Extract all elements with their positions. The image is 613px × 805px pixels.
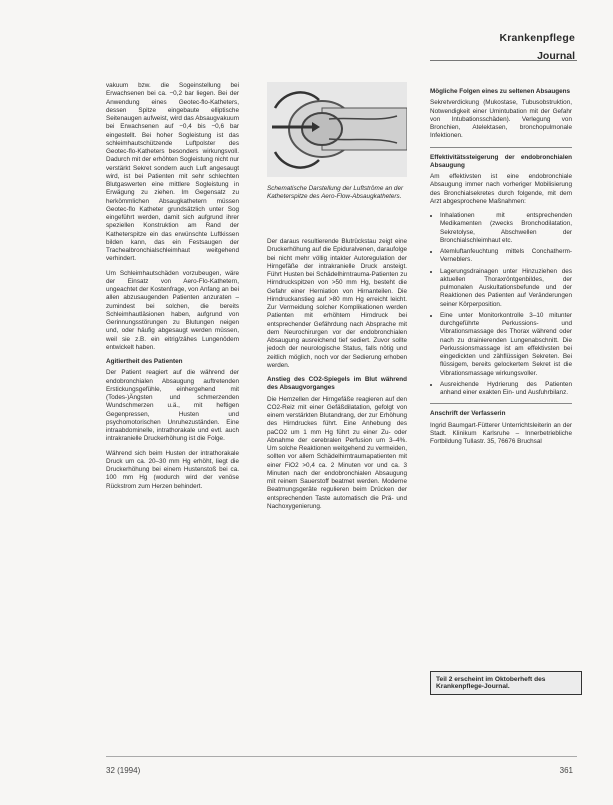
measures-list: [430, 212, 572, 397]
page-number: 361: [559, 766, 573, 775]
section-heading: Agitiertheit des Patienten: [106, 358, 183, 365]
paragraph: vakuum bzw. die Sogeinstellung bei Erwachsenen bei ca. −0,2 bar liegen. Bei der Anwendung eines Geotec-flo-Katheters, dessen Spitze eingebaute elliptische Seitenaugen aufweist, wird das Absaugvakuum bei Erwachsenen auf −0,4 bis −0,6 bar eingestellt. Bei hoher Sogleistung ist das schleimhautschützende Luftpolster des Geotec-flo-Katheters besonders wirkungsvoll. Dadurch mit der erhöhten Sogleistung nicht nur verstärkt Sekret sondern auch Luft angesaugt wird, ist bei Patienten mit sehr schlechten Blutgaswerten eine mittlere Sogleistung in Erwägung zu ziehen. Im Gegensatz zu herkömmlichen Absaugkathetern müssen Geotec-flo Katheter grundsätzlich unter Sog eingeführt werden, damit sich aufgrund ihrer speziellen Konstruktion am Rand der Katheterspitze ein das erwünschte Luftkissen bilden kann, das ein Festsaugen der Trachealbronchialschleimhaut weitgehend verhindert.: [106, 82, 239, 263]
divider: [430, 403, 572, 404]
paragraph: Der daraus resultierende Blutrückstau zeigt eine Druckerhöhung auf die Epiduralvenen, daraufolge bei nicht mehr völlig intakter Autoregulation der Hirngefäße der intrakranielle Druck ansteigt. Führt Husten bei Schädelhirntrauma-Patienten zu Hirndruckspitzen von >50 mm Hg, besteht die Gefahr einer Herniation von Hirnanteilen. Die Hirndruckanstieg auf >80 mm Hg erreicht leicht. Zur Vermeidung solcher Komplikationen werden Patienten mit erhöhtem Hirndruck bei entsprechender Gefährdung nach Absprache mit dem Neurochirurgen vor der endobronchialen Absaugung ausreichend tief sediert. Zuvor sollte jedoch der neurologische Status, falls nötig und zeitlich möglich, noch vor der Sedierung erhoben werden.: [267, 238, 408, 369]
section-heading: Mögliche Folgen eines zu seltenen Absaugens: [430, 88, 571, 95]
journal-header: [499, 32, 575, 62]
list-item: • Eine unter Monitorkontrolle 3–10 mitunter durchgeführte Perkussions- und Vibrationsmassage des Thorax während oder nach zu drainierenden Lungenabschnitt. Die Perkussionsmassage ist am effektivsten bei eingedickten und zähflüssigen Sekreten. Bei flüssigem, bereits gelockertem Sekret ist die Vibrationsmassage wirkungsvoller.: [440, 312, 572, 378]
paragraph: Sekretverdickung (Mukostase, Tubusobstruktion, Notwendigkeit einer Umintubation mit der Gefahr von Intubationsschäden). Verlegung von Bronchien, Atelektasen, bronchopulmonale Infektionen.: [430, 99, 572, 140]
list-item: • Atemluftanfeuchtung mittels Conchatherm-Verneblers.: [440, 248, 572, 265]
catheter-illustration: [267, 82, 407, 177]
list-item: • Lagerungsdrainagen unter Hinzuziehen des aktuellen Thoraxröntgenbildes, der pulmonalen Auskultationsbefunde und der Reaktionen des Patienten auf Veränderungen seiner Körperposition.: [440, 268, 572, 309]
list-item: • Ausreichende Hydrierung des Patienten anhand einer exakten Ein- und Ausfuhrbilanz.: [440, 381, 572, 398]
journal-title: Krankenpflege: [499, 32, 575, 44]
paragraph: Der Patient reagiert auf die während der endobronchialen Absaugung auftretenden Erstickungsgefühle, einhergehend mit (Todes-)Ängsten und schmerzenden Wundschmerzen u.ä., mit heftigen Gegenpressen, Husten und psychomotorischen Unruhezuständen. Eine intraabdominelle, intrathorakale und evtl. auch intrakranielle Druckerhöhung ist die Folge.: [106, 369, 239, 443]
list-item: • Inhalationen mit entsprechenden Medikamenten (zwecks Bronchodilatation, Sekretolyse, Abschwellen der Bronchialschleimhaut etc.: [440, 212, 572, 245]
footer-rule: [106, 756, 577, 757]
figure-caption: Schematische Darstellung der Luftströme an der Katheterspitze des Aero-Flow-Absaugkatheters.: [267, 185, 404, 200]
divider: [430, 147, 572, 148]
section-heading: Anschrift der Verfasserin: [430, 410, 506, 418]
column-3: [430, 82, 572, 452]
section-heading: Effektivitätssteigerung der endobronchialen Absaugung: [430, 153, 572, 169]
catheter-figure: [267, 82, 407, 177]
notice-box: Teil 2 erscheint im Oktoberheft des Krankenpflege-Journal.: [430, 671, 582, 695]
paragraph: Um Schleimhautschäden vorzubeugen, wäre der Einsatz von Aero-Flo-Kathetern, ungeachtet der Kostenfrage, von Anfang an bei allen abzusaugenden Patienten anzuraten – zumindest bei solchen, die bereits Schleimhautläsionen haben, aufgrund von Gerinnungsstörungen zu Blutungen neigen und, oder häufig abgesaugt werden müssen, weil sie z.B. ein eitrig/zähes Lungenödem entwickelt haben.: [106, 269, 239, 351]
column-1: [106, 82, 239, 497]
section-heading: Anstieg des CO2-Spiegels im Blut während des Absaugvorganges: [267, 376, 407, 392]
header-rule: [430, 60, 577, 61]
journal-subtitle: Journal: [537, 50, 575, 62]
paragraph: Am effektivsten ist eine endobronchiale Absaugung immer nach vorheriger Mobilisierung des Bronchialsekretes durch folgende, mit dem Arzt abgesprochene Maßnahmen:: [430, 173, 572, 205]
footer-issue: 32 (1994): [106, 766, 141, 775]
paragraph: Während sich beim Husten der intrathorakale Druck um ca. 20–30 mm Hg erhöht, liegt die Druckerhöhung bei einem Hustenstoß bei ca. 100 mm Hg (wodurch wird der venöse Rückstrom zum Herzen behindert.: [106, 449, 239, 490]
author-address: Ingrid Baumgart-Fütterer Unterrichtsleiterin an der Stadt. Klinikum Karlsruhe – Innerbetriebliche Fortbildung Tullastr. 35, 76676 Bruchsal: [430, 421, 572, 445]
paragraph: Die Hemzellen der Hirngefäße reagieren auf den CO2-Reiz mit einer Gefäßdilatation, gefolgt von einem verstärkten Blutandrang, der zur Erhöhung des Hirndruckes führt. Eine Anhebung des paCO2 um 1 mm Hg führt zu einer Zu- oder Abnahme der cerebralen Perfusion um 3–4%. Um solche Reaktionen weitgehend zu vermeiden, sollten vor allem Schädelhirntraumapatienten mit einer FiO2 >0,4 ca. 2 Minuten vor und ca. 3 Minuten nach der endobronchialen Absaugung mit reinem Sauerstoff beatmet werden. Moderne Beatmungsgeräte regulieren beim Drücken der entsprechenden Taste automatisch die Prä- und Nachoxygenierung.: [267, 395, 407, 510]
column-2: [267, 238, 407, 517]
